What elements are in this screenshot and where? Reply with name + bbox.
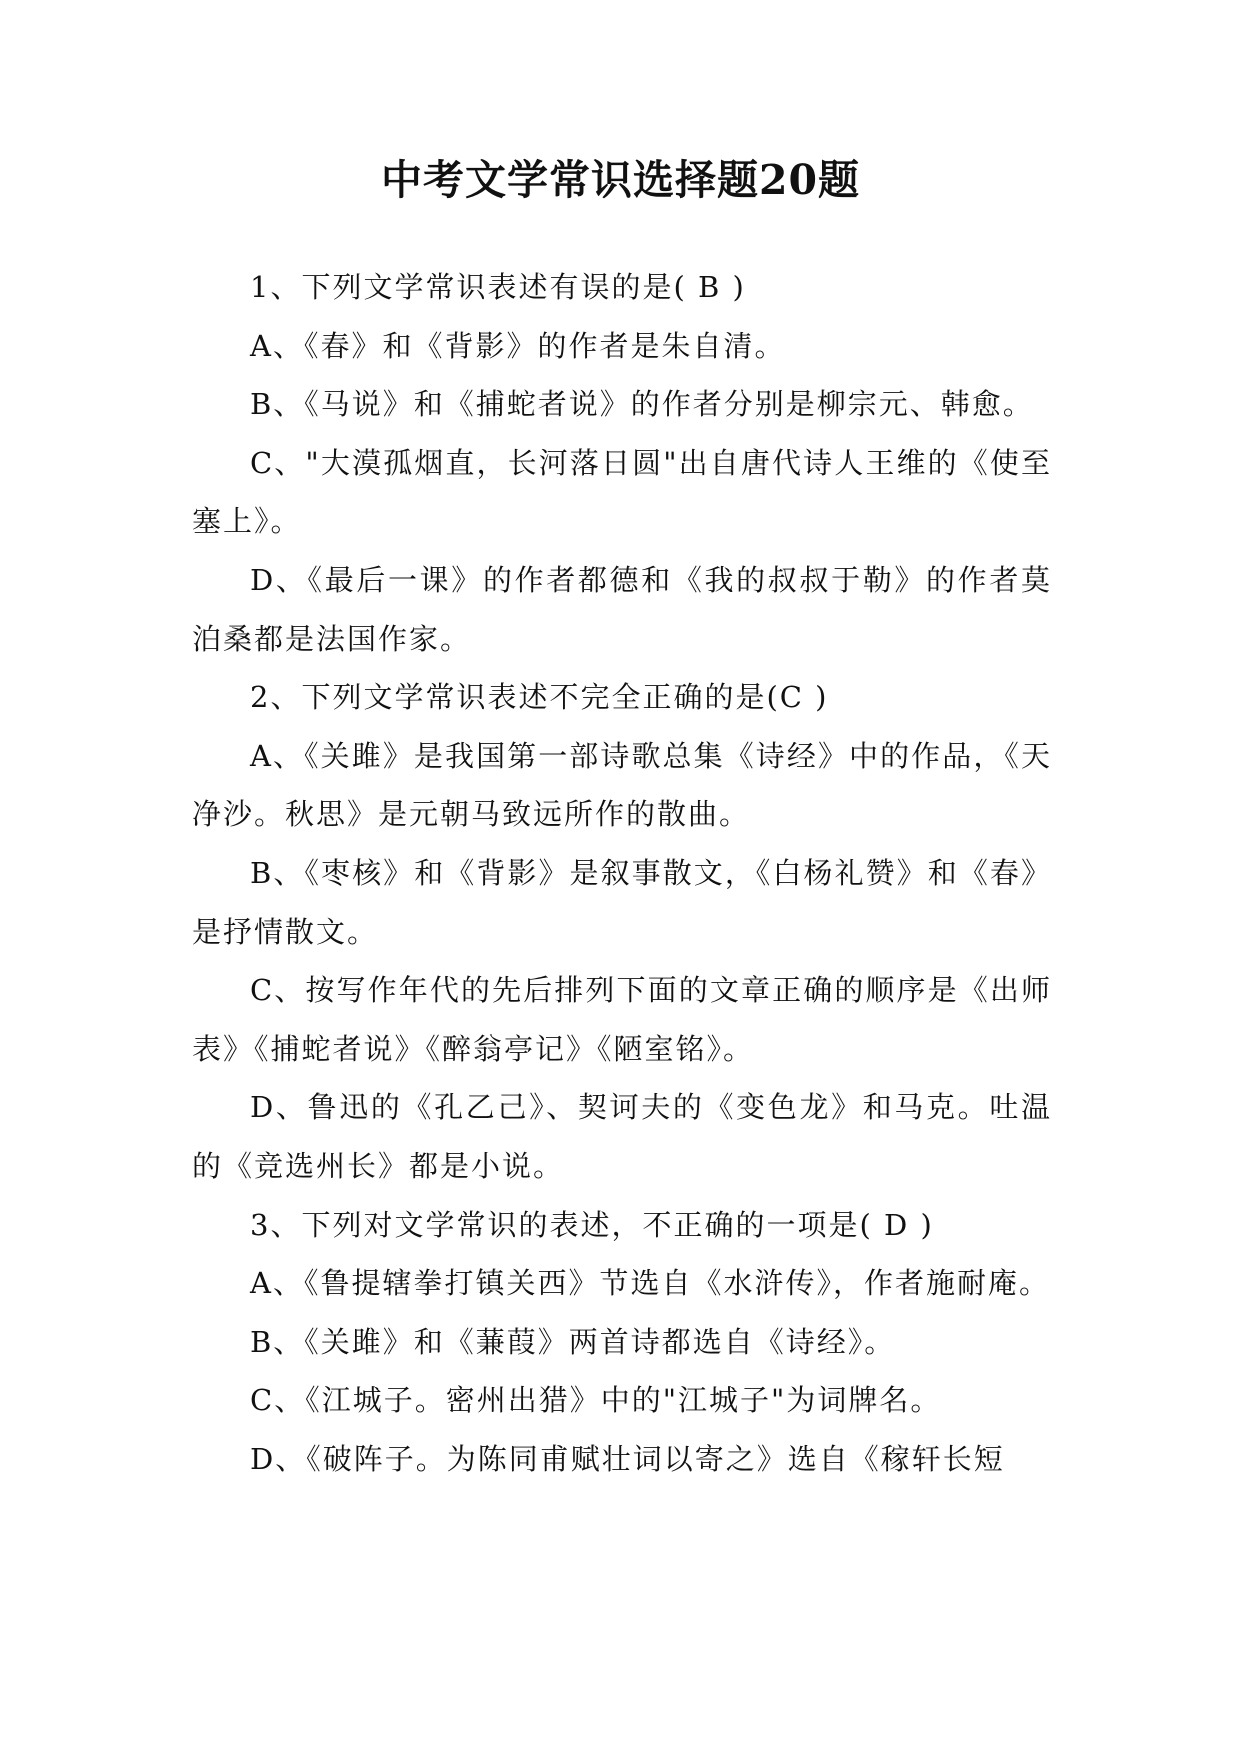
question-3-stem: 3、下列对文学常识的表述，不正确的一项是( D ) [250,1207,934,1242]
question-1-option-b: B、《马说》和《捕蛇者说》的作者分别是柳宗元、韩愈。 [250,387,1034,422]
page-title: 中考文学常识选择题20题 [380,156,861,204]
question-2-option-a: A、《关雎》是我国第一部诗歌总集《诗经》中的作品，《天净沙。秋思》是元朝马致远所作的散曲。 [192,738,1052,832]
document-body [192,258,1052,1488]
question-3-option-a: A、《鲁提辖拳打镇关西》节选自《水浒传》，作者施耐庵。 [250,1266,1050,1301]
question-2-option-b: B、《枣核》和《背影》是叙事散文，《白杨礼赞》和《春》是抒情散文。 [192,855,1052,949]
question-3-option-b: B、《关雎》和《蒹葭》两首诗都选自《诗经》。 [250,1324,896,1359]
question-2-option-c: C、按写作年代的先后排列下面的文章正确的顺序是《出师表》《捕蛇者说》《醉翁亭记》《陋室铭》。 [192,973,1052,1066]
question-1-option-a: A、《春》和《背影》的作者是朱自清。 [250,328,786,363]
question-1-option-d: D、《最后一课》的作者都德和《我的叔叔于勒》的作者莫泊桑都是法国作家。 [192,562,1052,656]
question-3-option-c: C、《江城子。密州出猎》中的"江城子"为词牌名。 [250,1383,942,1418]
question-2-stem: 2、下列文学常识表述不完全正确的是(C ) [250,680,829,715]
question-1-stem: 1、下列文学常识表述有误的是( B ) [250,270,746,304]
question-2-option-d: D、鲁迅的《孔乙己》、契诃夫的《变色龙》和马克。吐温的《竞选州长》都是小说。 [192,1090,1052,1183]
question-1-option-c: C、"大漠孤烟直，长河落日圆"出自唐代诗人王维的《使至塞上》。 [192,445,1052,539]
question-3-option-d: D、《破阵子。为陈同甫赋壮词以寄之》选自《稼轩长短 [250,1441,1005,1476]
